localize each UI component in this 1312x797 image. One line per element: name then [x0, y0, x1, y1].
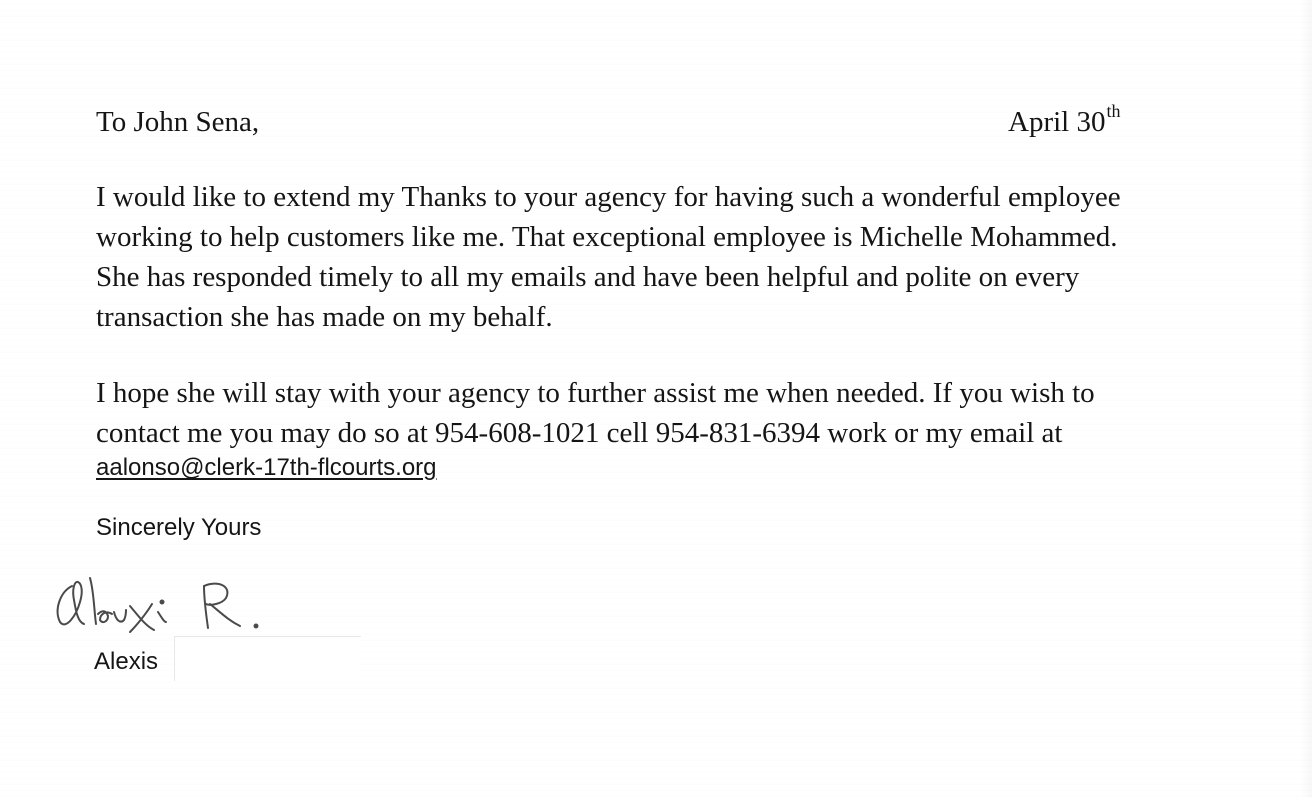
- letter-date: [1008, 102, 1120, 142]
- body-paragraph-2: [96, 373, 1291, 453]
- date-text: April 30: [1008, 106, 1106, 138]
- paragraph-1-line: working to help customers like me. That exceptional employee is Michelle Mohammed.: [96, 221, 1118, 253]
- handwritten-signature: [50, 566, 280, 638]
- paragraph-2-line: contact me you may do so at 954-608-1021 cell 954-831-6394 work or my email at: [96, 417, 1063, 449]
- paragraph-1-line: transaction she has made on my behalf.: [96, 301, 553, 333]
- email-link[interactable]: aalonso@clerk-17th-flcourts.org: [96, 454, 437, 481]
- paragraph-1-line: She has responded timely to all my emails and have been helpful and polite on every: [96, 261, 1080, 293]
- paragraph-1-line: I would like to extend my Thanks to your agency for having such a wonderful employee: [96, 181, 1121, 213]
- paragraph-2-line: I hope she will stay with your agency to further assist me when needed. If you wish to: [96, 377, 1095, 409]
- signer-name: Alexis: [94, 648, 159, 675]
- date-suffix: th: [1106, 101, 1121, 122]
- salutation: To John Sena,: [96, 106, 260, 138]
- body-paragraph-1: [96, 177, 1291, 337]
- redacted-surname-box: [174, 636, 361, 681]
- closing: Sincerely Yours: [96, 514, 262, 541]
